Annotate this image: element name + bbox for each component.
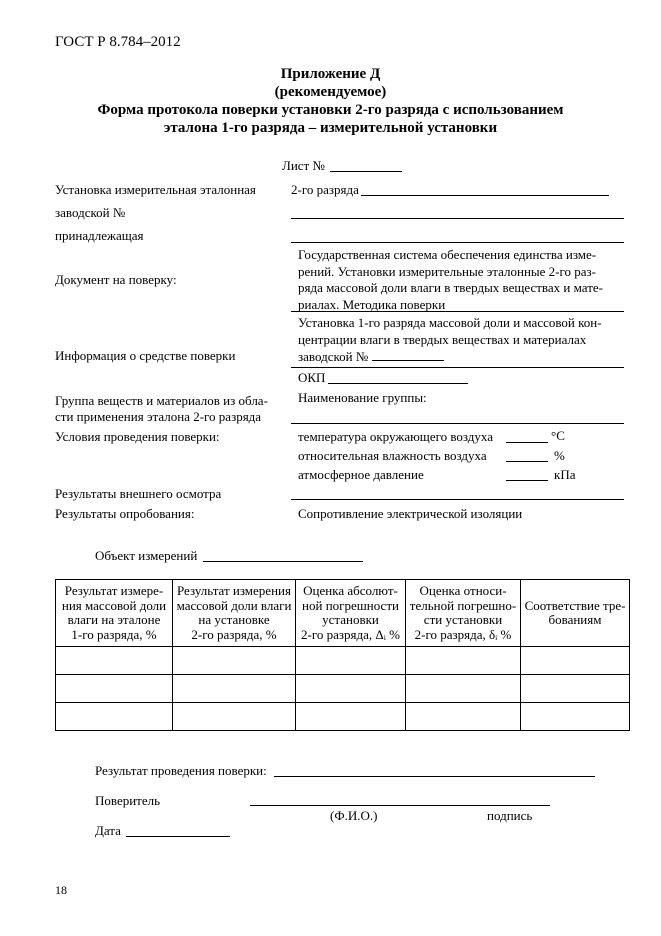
table-cell[interactable] [521, 675, 630, 703]
owner-field[interactable] [291, 242, 624, 243]
table-row [56, 703, 630, 731]
form-title-line-1: Форма протокола поверки установки 2-го разряда с использованием [97, 102, 564, 118]
table-cell[interactable] [296, 703, 406, 731]
document-label: Документ на поверку: [55, 272, 177, 287]
group-label-line-1: Группа веществ и материалов из обла- [55, 393, 268, 408]
table-cell[interactable] [56, 703, 173, 731]
table-cell[interactable] [406, 647, 521, 675]
table-cell[interactable] [521, 647, 630, 675]
okp-field[interactable] [328, 383, 468, 384]
pressure-unit: кПа [554, 467, 576, 482]
document-line: ряда массовой доли влаги в твердых веществах и мате- [298, 280, 603, 295]
table-row [56, 675, 630, 703]
sheet-number-label: Лист № [282, 158, 325, 173]
verifier-label: Поверитель [95, 793, 161, 808]
humidity-label: относительная влажность воздуха [298, 448, 487, 463]
installation-rank: 2-го разряда [291, 182, 359, 197]
page-number: 18 [55, 883, 67, 897]
humidity-unit: % [554, 448, 565, 463]
table-cell[interactable] [406, 703, 521, 731]
means-line: Установка 1-го разряда массовой доли и массовой кон- [298, 315, 602, 330]
result-field[interactable] [274, 776, 595, 777]
temperature-unit: °C [551, 428, 565, 443]
document-line: рений. Установки измерительные эталонные 2-го раз- [298, 263, 597, 279]
results-table [55, 579, 630, 731]
table-cell[interactable] [296, 647, 406, 675]
installation-label: Установка измерительная эталонная [55, 182, 256, 197]
means-rule [291, 367, 624, 368]
testing-label: Результаты опробования: [55, 506, 195, 521]
visual-inspection-label: Результаты внешнего осмотра [55, 486, 222, 501]
document-line: риалах. Методика поверки [298, 296, 446, 312]
installation-field[interactable] [361, 195, 609, 196]
appendix-status: (рекомендуемое) [274, 84, 387, 100]
means-text [298, 315, 616, 366]
pressure-label: атмосферное давление [298, 467, 424, 482]
header-etalon-result: Результат измере- ния массовой доли влаги на эталоне 1-го разряда, % [56, 580, 173, 647]
document-line: Государственная система обеспечения единства изме- [298, 247, 597, 262]
table-cell[interactable] [296, 675, 406, 703]
visual-inspection-field[interactable] [291, 499, 624, 500]
table-cell[interactable] [521, 703, 630, 731]
table-cell[interactable] [173, 675, 296, 703]
okp-label: ОКП [298, 370, 326, 385]
means-serial-label: заводской № [298, 349, 369, 364]
table-cell[interactable] [173, 647, 296, 675]
temperature-label: температура окружающего воздуха [298, 429, 494, 444]
verifier-field[interactable] [250, 805, 550, 806]
owner-label: принадлежащая [55, 228, 144, 243]
group-label-line-2: сти применения эталона 2-го разряда [55, 409, 262, 424]
fio-caption: (Ф.И.О.) [330, 808, 378, 823]
object-field[interactable] [203, 561, 363, 562]
table-cell[interactable] [56, 647, 173, 675]
date-field[interactable] [126, 836, 230, 837]
humidity-field[interactable] [506, 461, 548, 462]
serial-label: заводской № [55, 205, 126, 220]
group-rule [291, 423, 624, 424]
table-cell[interactable] [56, 675, 173, 703]
serial-field[interactable] [291, 218, 624, 219]
header-relative-error: Оценка относи- тельной погрешно- сти установки 2-го разряда, δᵢ % [406, 580, 521, 647]
document-rule [291, 311, 624, 312]
result-label: Результат проведения поверки: [95, 763, 267, 778]
signature-caption: подпись [487, 808, 533, 823]
appendix-title: Приложение Д [280, 66, 381, 82]
date-label: Дата [95, 823, 121, 838]
means-serial-field[interactable] [372, 348, 444, 361]
sheet-number-field[interactable] [330, 171, 402, 172]
header-compliance: Соответствие тре- бованиям [521, 580, 630, 647]
means-line: центрации влаги в твердых веществах и материалах [298, 331, 587, 347]
testing-value: Сопротивление электрической изоляции [298, 506, 523, 521]
means-label: Информация о средстве поверки [55, 348, 236, 363]
pressure-field[interactable] [506, 480, 548, 481]
group-name-label: Наименование группы: [298, 390, 427, 405]
temperature-field[interactable] [506, 442, 548, 443]
table-cell[interactable] [173, 703, 296, 731]
header-absolute-error: Оценка абсолют- ной погрешности установки 2-го разряда, Δᵢ % [296, 580, 406, 647]
document-standard-code: ГОСТ Р 8.784–2012 [55, 34, 181, 50]
table-header-row [56, 580, 630, 647]
conditions-label: Условия проведения поверки: [55, 429, 220, 444]
object-label: Объект измерений [95, 548, 198, 563]
document-text [298, 247, 616, 313]
form-title-line-2: эталона 1-го разряда – измерительной установки [163, 120, 498, 136]
table-cell[interactable] [406, 675, 521, 703]
header-installation-result: Результат измерения массовой доли влаги на установке 2-го разряда, % [173, 580, 296, 647]
table-row [56, 647, 630, 675]
